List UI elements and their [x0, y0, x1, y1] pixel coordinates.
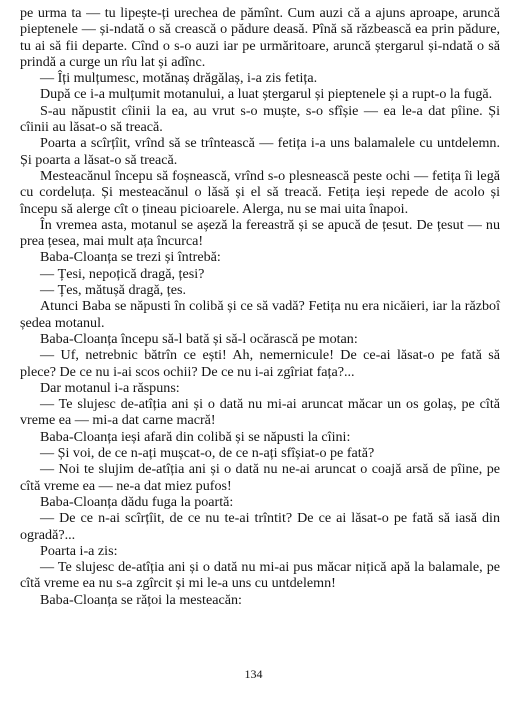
paragraph: Atunci Baba se năpusti în colibă și ce să vadă? Fetița nu era nicăieri, iar la războî ședea motanul. — [20, 298, 500, 331]
paragraph: — Te slujesc de-atîția ani și o dată nu mi-ai pus măcar nițică apă la balamale, pe cîtă vreme ea nu s-a zgîrcit și mi le-a uns cu untdelemn! — [20, 559, 500, 592]
paragraph: — Și voi, de ce n-ați mușcat-o, de ce n-ați sfîșiat-o pe fată? — [40, 445, 375, 462]
paragraph: S-au năpustit cîinii la ea, au vrut s-o muște, s-o sfîșie — ea le-a dat pîine. Și cîinii au lăsat-o să treacă. — [20, 102, 500, 136]
paragraph: Baba-Cloanța începu să-l bată și să-l ocărască pe motan: — [40, 330, 358, 347]
paragraph: — Te slujesc de-atîția ani și o dată nu mi-ai aruncat măcar un os golaș, pe cîtă vreme ea — mi-a dat carne macră! — [20, 396, 500, 429]
paragraph: În vremea asta, motanul se așeză la fereastră și se apucă de țesut. De țesut — nu prea țesea, mai mult ața încurca! — [20, 216, 500, 250]
paragraph: — Țesi, nepoțică dragă, țesi? — [40, 265, 205, 282]
paragraph: Baba-Cloanța se rățoi la mesteacăn: — [40, 591, 242, 608]
paragraph: Mesteacănul începu să foșnească, vrînd s-o plesnească peste ochi — fetița îi legă cu cordeluța. Și mesteacănul o lăsă și el să treacă. Fetița ieși repede de acolo și începu să alerge cît o țineau picioarele. Alerga, nu se mai uita înapoi. — [20, 167, 500, 217]
paragraph: — Uf, netrebnic bătrîn ce ești! Ah, nemernicule! De ce-ai lăsat-o pe fată să plece? De ce nu i-ai scos ochii? De ce nu i-ai zgîriat fața?... — [20, 347, 500, 380]
paragraph: — Țes, mătușă dragă, țes. — [40, 282, 186, 299]
paragraph: După ce i-a mulțumit motanului, a luat ștergarul și pieptenele și a rupt-o la fugă. — [40, 86, 493, 103]
paragraph: — De ce n-ai scîrțîit, de ce nu te-ai trîntit? De ce ai lăsat-o pe fată să iasă din ogradă?... — [20, 510, 500, 543]
paragraph: Baba-Cloanța dădu fuga la poartă: — [40, 493, 234, 510]
paragraph: Poarta i-a zis: — [40, 542, 118, 559]
page-number: 134 — [244, 667, 263, 681]
paragraph: — Îți mulțumesc, motănaș drăgălaș, i-a zis fetița. — [40, 70, 318, 87]
paragraph: Baba-Cloanța ieși afară din colibă și se năpusti la cîini: — [40, 428, 351, 445]
paragraph: Poarta a scîrțîit, vrînd să se trîntească — fetița i-a uns balamalele cu untdelemn. Și poarta a lăsat-o să treacă. — [20, 135, 500, 168]
paragraph: pe urma ta — tu lipește-ți urechea de pămînt. Cum auzi că a ajuns aproape, aruncă pieptenele — și-ndată o să crească o pădure deasă. Pînă să răzbească ea prin pădure, tu ai să fii departe. Cînd o s-o auzi iar pe urmăritoare, aruncă ștergarul și-ndată o să prindă a curge un rîu lat și adînc. — [20, 5, 500, 70]
paragraph: Baba-Cloanța se trezi și întrebă: — [40, 249, 221, 266]
paragraph: — Noi te slujim de-atîția ani și o dată nu ne-ai aruncat o coajă arsă de pîine, pe cîtă vreme ea — ne-a dat miez pufos! — [20, 461, 500, 494]
paragraph: Dar motanul i-a răspuns: — [40, 379, 180, 396]
story-text — [20, 5, 500, 608]
